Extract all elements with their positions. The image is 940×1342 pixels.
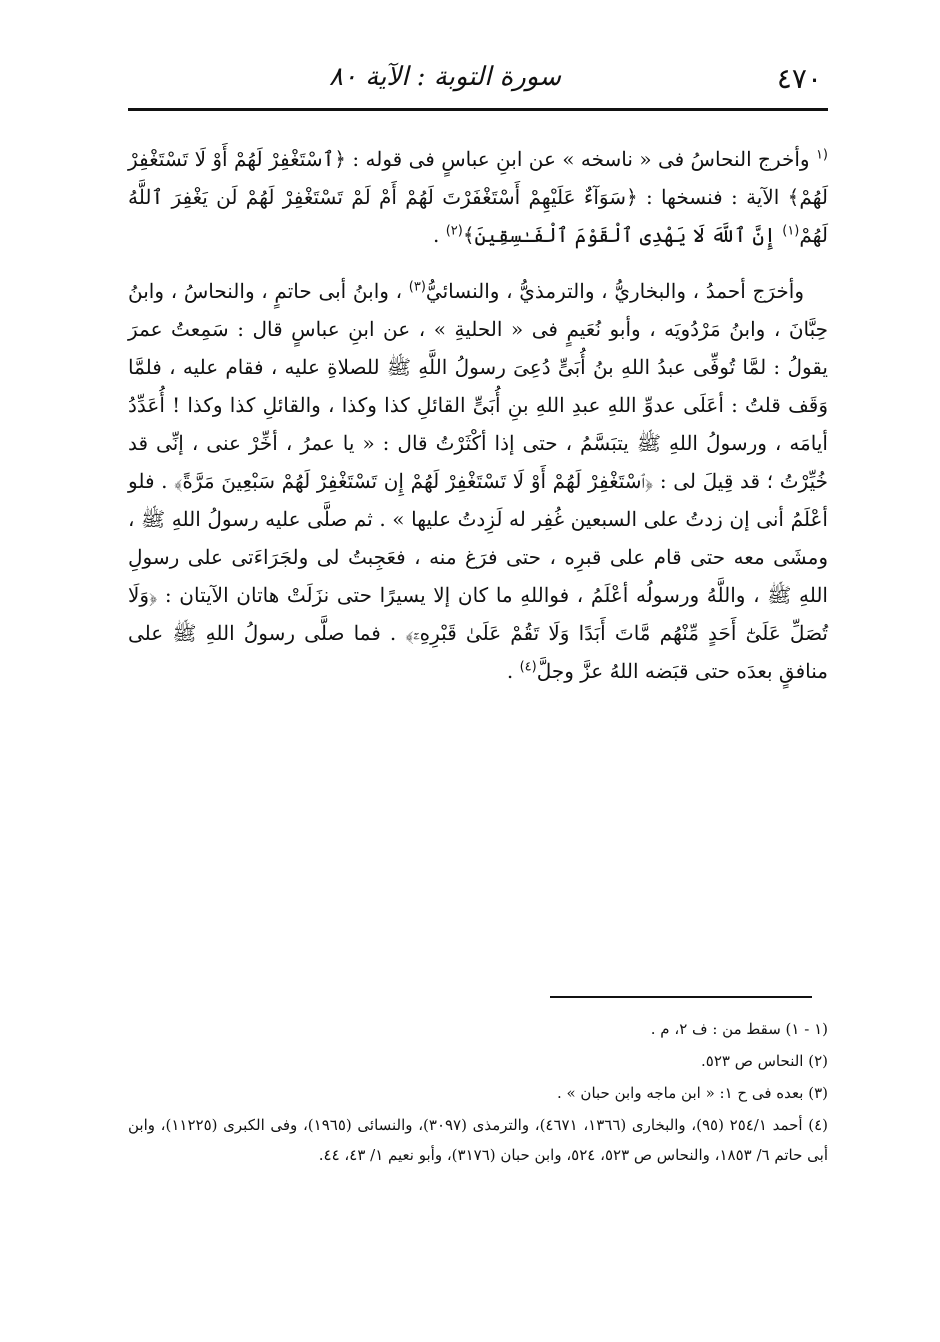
paragraph-nahhas — [128, 140, 828, 254]
paragraph-end: . — [506, 659, 520, 683]
running-title: سورة التوبة : الآية ٨٠ — [329, 62, 561, 92]
header-rule — [128, 108, 828, 111]
footnote-ref-1-start: (١ — [815, 147, 828, 163]
footnotes — [128, 1014, 828, 1172]
footnote-ref-3: (٣) — [408, 279, 426, 295]
paragraph-ibn-abbas-hadith — [128, 272, 828, 690]
footnote-ref-2: (٢) — [445, 223, 463, 239]
footnote-2: (٢) النحاس ص ٥٢٣. — [701, 1052, 828, 1070]
footnote-rule — [550, 996, 812, 998]
footnote-ref-4: (٤) — [519, 659, 537, 675]
page-number: ٤٧٠ — [776, 62, 822, 95]
paragraph-text: وأخرج النحاسُ فى « ناسخه » عن ابنِ عباسٍ فى قوله : ﴿ٱسْتَغْفِرْ لَهُمْ أَوْ لَا تَسْتَغْفِرْ لَهُمْ﴾ الآية : فنسخها : ﴿سَوَآءٌ عَلَيْهِمْ أَسْتَغْفَرْتَ لَهُمْ أَمْ لَمْ تَسْتَغْفِرْ لَهُمْ لَن يَغْفِرَ ٱللَّهُ لَهُمْ — [128, 147, 828, 247]
paragraph-text-continued: إِنَّ ٱللَّهَ لَا يَهْدِى ٱلْقَوْمَ ٱلْفَـٰسِقِينَ﴾ — [462, 223, 783, 247]
paragraph-text-continued: ، وابنُ أبى حاتمٍ ، والنحاسُ ، وابنُ حِبَّانَ ، وابنُ مَرْدُويَه ، وأبو نُعَيمٍ فى « الحليةِ » ، عن ابنِ عباسٍ قال : سَمِعتُ عمرَ يقولُ : لمَّا تُوفِّى عبدُ اللهِ بنُ أُبَىٍّ دُعِىَ رسولُ اللَّهِ ﷺ للصلاةِ عليه ، فقام عليه ، فلمَّا وَقَف قلتُ : أعَلَى عدوِّ اللهِ عبدِ اللهِ بنِ أُبَىٍّ القائلِ كذا وكذا ، والقائلِ كذا وكذا ! أُعَدِّدُ أيامَه ، ورسولُ اللهِ ﷺ يتبَسَّمُ ، حتى إذا أكْثَرْتُ قال : « يا عمرُ ، أخِّرْ عنى ، إنِّى قد خُيِّرْتُ ؛ قد قِيلَ لى : ﴿ٱسْتَغْفِرْ لَهُمْ أَوْ لَا تَسْتَغْفِرْ لَهُمْ إِن تَسْتَغْفِرْ لَهُمْ سَبْعِينَ مَرَّةً﴾ . فلو أعْلَمُ أنى إن زدتُ على السبعين غُفِر له لَزِدتُ عليها » . ثم صلَّى عليه رسولُ اللهِ ﷺ ، ومشَى معه حتى قام على قبرِه ، حتى فرَغ منه ، فعَجِبتُ لى ولجَرَاءَتى على رسولِ اللهِ ﷺ ، واللَّهُ ورسولُه أعْلَمُ ، فواللهِ ما كان إلا يسيرًا حتى نزَلَتْ هاتان الآيتان : ﴿وَلَا تُصَلِّ عَلَىٰٓ أَحَدٍ مِّنْهُم مَّاتَ أَبَدًا وَلَا تَقُمْ عَلَىٰ قَبْرِهِۦٓ﴾ . فما صلَّى رسولُ اللهِ ﷺ على منافقٍ بعدَه حتى قبَضه اللهُ عزَّ وجلَّ — [128, 279, 828, 683]
footnote-ref-1-end: (١) — [782, 223, 800, 239]
paragraph-end: . — [432, 223, 446, 247]
footnote-4: (٤) أحمد ٢٥٤/١ (٩٥)، والبخارى (١٣٦٦، ٤٦٧١)، والترمذى (٣٠٩٧)، والنسائى (١٩٦٥)، وفى الكبرى (١١٢٢٥)، وابن أبى حاتم ٦/ ١٨٥٣، والنحاس ص ٥٢٣، ٥٢٤، وابن حبان (٣١٧٦)، وأبو نعيم ١/ ٤٣، ٤٤. — [128, 1116, 828, 1164]
footnote-1: (١ - ١) سقط من : ف ٢، م . — [650, 1020, 828, 1038]
footnote-3: (٣) بعده فى ح ١: « ابن ماجه وابن حبان » . — [556, 1084, 828, 1102]
paragraph-text: وأخرَج أحمدُ ، والبخاريُّ ، والترمذيُّ ، والنسائيُّ — [425, 279, 805, 303]
page-header — [128, 58, 822, 102]
main-text — [128, 140, 828, 708]
